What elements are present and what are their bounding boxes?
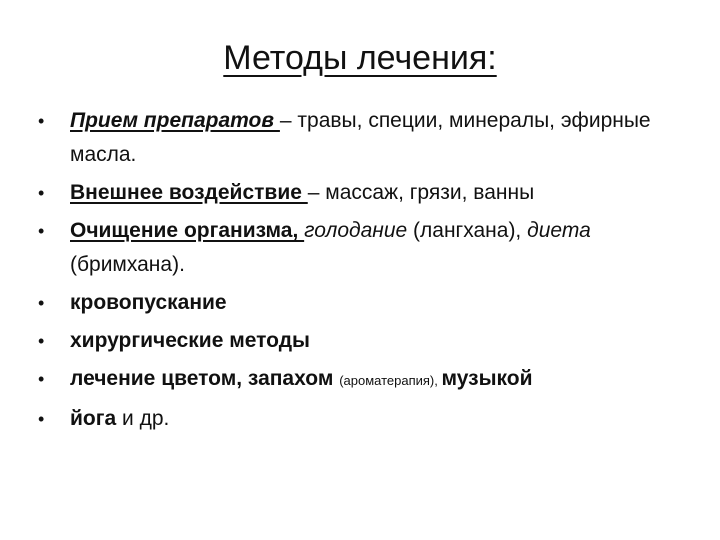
bullet-icon: • — [38, 409, 45, 429]
list-item — [36, 362, 696, 398]
item-heading: Очищение организма, — [70, 219, 305, 242]
item-heading: Прием препаратов — [70, 109, 280, 132]
item-text-italic: диета — [527, 219, 591, 242]
bullet-icon: • — [38, 111, 45, 131]
item-text-italic: голодание — [304, 219, 408, 242]
item-text: и др. — [116, 407, 170, 430]
item-heading: йога — [70, 407, 117, 430]
bullet-icon: • — [38, 331, 45, 351]
item-heading: Внешнее воздействие — [70, 181, 308, 204]
item-text: (бримхана). — [70, 253, 185, 276]
item-text-small: (ароматерапия), — [339, 373, 442, 388]
slide-title-text: Методы лечения: — [223, 39, 497, 77]
item-heading: кровопускание — [70, 291, 227, 314]
list-item — [36, 176, 696, 210]
item-heading: лечение цветом, запахом — [70, 367, 340, 390]
bullet-icon: • — [38, 293, 45, 313]
bullet-icon: • — [38, 369, 45, 389]
item-text: (лангхана), — [407, 219, 528, 242]
slide-title — [0, 36, 720, 80]
bullet-icon: • — [38, 221, 45, 241]
bullet-list — [36, 104, 696, 440]
item-text: – массаж, грязи, ванны — [307, 181, 535, 204]
list-item — [36, 214, 696, 282]
item-heading: музыкой — [441, 367, 533, 390]
item-text: – травы, специи, минералы, эфирные масла. — [70, 109, 651, 166]
list-item — [36, 402, 696, 436]
bullet-icon: • — [38, 183, 45, 203]
list-item — [36, 286, 696, 320]
list-item — [36, 324, 696, 358]
list-item — [36, 104, 696, 172]
item-heading: хирургические методы — [70, 329, 310, 352]
